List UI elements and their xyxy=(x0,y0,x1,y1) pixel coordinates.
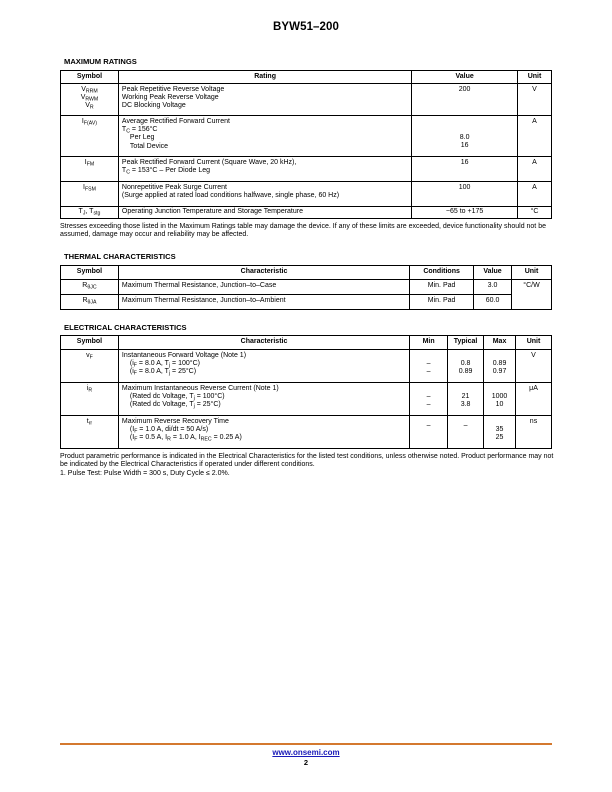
value-cell: 16 xyxy=(412,157,518,182)
rating-cell xyxy=(118,84,411,116)
table-row xyxy=(61,84,552,116)
symbol-base: V xyxy=(81,86,86,93)
column-header: Min xyxy=(410,336,448,350)
symbol-base: V xyxy=(80,94,86,102)
symbol-base: T xyxy=(89,208,94,215)
symbol-cell: $T_J$, $T_{stg}$ xyxy=(61,207,119,219)
symbol-cell xyxy=(61,416,119,449)
symbol-sub: FM xyxy=(86,161,95,168)
thermal-title: THERMAL CHARACTERISTICS xyxy=(64,252,176,261)
symbol-cell xyxy=(61,182,119,207)
rating-text: Average Rectified Forward Current xyxy=(121,118,230,125)
column-header: Symbol xyxy=(61,336,119,350)
symbol-cell xyxy=(61,295,119,310)
value-cell: 3.0 xyxy=(474,280,512,295)
min-value: – xyxy=(426,368,431,376)
condition-line: (Rated dc Voltage, $T_j = 25^\circ C$) xyxy=(129,401,221,410)
tc-label: T xyxy=(121,167,127,175)
rating-text: Per Leg xyxy=(129,134,155,142)
tc-label: T xyxy=(121,126,127,134)
symbol-cell xyxy=(61,383,119,416)
electrical-note: Product parametric performance is indicated in the Electrical Characteristics for the listed test conditions, unless otherwise noted. Product performance may not be indicated by the Electrical Characteristics if operated under different conditions. xyxy=(60,453,554,469)
rating-text: Peak Repetitive Reverse Voltage xyxy=(121,86,225,93)
characteristic-cell xyxy=(118,383,409,416)
symbol-sub: stg xyxy=(93,210,101,217)
website-link[interactable]: www.onsemi.com xyxy=(272,748,340,757)
tc-value: = 156°C xyxy=(129,126,158,134)
column-header: Typical xyxy=(448,336,484,350)
symbol-sub: R xyxy=(88,387,93,394)
symbol-sub: FSM xyxy=(84,186,96,193)
table-row xyxy=(61,157,552,182)
symbol-base: i xyxy=(86,385,89,392)
typical-value: – xyxy=(463,422,468,429)
electrical-table xyxy=(60,335,552,449)
rating-text: (Surge applied at rated load conditions halfwave, single phase, 60 Hz) xyxy=(121,192,340,200)
rating-text xyxy=(122,167,408,175)
rating-text: DC Blocking Voltage xyxy=(121,102,186,110)
symbol-base: T xyxy=(78,208,83,215)
max-value: 1000 xyxy=(491,393,508,400)
characteristic-cell xyxy=(118,350,409,383)
table-header-row xyxy=(61,71,552,84)
min-cell xyxy=(410,416,448,449)
typical-cell xyxy=(448,416,484,449)
max-value: 25 xyxy=(495,434,504,442)
rating-cell xyxy=(118,116,411,157)
symbol-sub: RRM xyxy=(85,88,98,95)
table-row xyxy=(61,350,552,383)
column-header: Symbol xyxy=(61,71,119,84)
max-value: 10 xyxy=(495,401,504,409)
rating-text: Peak Rectified Forward Current (Square Wave, 20 kHz), xyxy=(121,159,297,166)
symbol-cell xyxy=(61,350,119,383)
table-row xyxy=(61,295,552,310)
condition-line: ($i_F = 8.0$ A, $T_j = 25^\circ C$) xyxy=(129,368,197,377)
unit-cell: A xyxy=(518,157,552,182)
symbol-cell xyxy=(61,84,119,116)
symbol-cell xyxy=(61,280,119,295)
tc-sub: C xyxy=(126,128,130,135)
max-cell xyxy=(484,416,516,449)
column-header: Max xyxy=(484,336,516,350)
typical-cell xyxy=(448,383,484,416)
value-text: 8.0 xyxy=(459,134,470,141)
max-cell xyxy=(484,350,516,383)
value-cell: 200 xyxy=(412,84,518,116)
symbol-sub: θJA xyxy=(87,299,97,306)
typical-cell xyxy=(448,350,484,383)
table-row xyxy=(61,383,552,416)
column-header: Unit xyxy=(516,336,552,350)
typical-value: 3.8 xyxy=(460,401,471,409)
column-header: Unit xyxy=(512,266,552,280)
typical-value: 0.89 xyxy=(458,368,473,376)
characteristic-cell xyxy=(118,416,409,449)
rating-text: Working Peak Reverse Voltage xyxy=(121,94,219,102)
condition-line: (Rated dc Voltage, $T_j = 100^\circ C$) xyxy=(129,393,225,402)
unit-cell: °C/W xyxy=(512,280,552,310)
value-cell: −65 to +175 xyxy=(412,207,518,219)
document-title: BYW51–200 xyxy=(272,21,340,33)
max-ratings-title: MAXIMUM RATINGS xyxy=(64,57,137,66)
table-row xyxy=(61,207,552,219)
electrical-title: ELECTRICAL CHARACTERISTICS xyxy=(64,323,187,332)
table-header-row xyxy=(61,336,552,350)
characteristic-title: Instantaneous Forward Voltage (Note 1) xyxy=(121,352,247,359)
column-header: Characteristic xyxy=(118,336,409,350)
table-row xyxy=(61,182,552,207)
rating-text: Total Device xyxy=(129,142,169,150)
min-value: – xyxy=(426,360,431,367)
typical-value: 21 xyxy=(461,393,470,400)
min-value: – xyxy=(426,422,431,429)
value-cell: 100 xyxy=(412,182,518,207)
rating-cell xyxy=(118,157,411,182)
thermal-table xyxy=(60,265,552,310)
column-header: Characteristic xyxy=(118,266,409,280)
symbol-base: v xyxy=(86,352,90,359)
max-value: 0.97 xyxy=(492,368,507,376)
symbol-base: R xyxy=(82,297,88,304)
max-ratings-table xyxy=(60,70,552,219)
unit-cell: A xyxy=(518,182,552,207)
symbol-cell xyxy=(61,157,119,182)
table-row xyxy=(61,116,552,157)
characteristic-cell: Maximum Thermal Resistance, Junction–to–Ambient xyxy=(118,295,409,310)
value-cell xyxy=(412,116,518,157)
unit-cell: V xyxy=(516,350,552,383)
tc-sub: C xyxy=(126,169,130,176)
unit-cell: °C xyxy=(518,207,552,219)
symbol-sub: RWM xyxy=(85,96,99,103)
condition-line: ($i_F = 8.0$ A, $T_j = 100^\circ C$) xyxy=(129,360,200,369)
table-header-row xyxy=(61,266,552,280)
max-ratings-note: Stresses exceeding those listed in the Maximum Ratings table may damage the device. If any of these limits are exceeded, device functionality should not be assumed, damage may occur and reliability may be affected. xyxy=(60,223,546,239)
symbol-base: V xyxy=(85,102,90,110)
characteristic-cell: Maximum Thermal Resistance, Junction–to–Case xyxy=(118,280,409,295)
rating-cell xyxy=(118,182,411,207)
max-value: 35 xyxy=(495,426,504,433)
typical-value: 0.8 xyxy=(460,360,471,367)
characteristic-title: Maximum Reverse Recovery Time xyxy=(121,418,229,425)
min-value: – xyxy=(426,393,431,400)
column-header: Unit xyxy=(518,71,552,84)
column-header: Conditions xyxy=(410,266,474,280)
unit-cell: A xyxy=(518,116,552,157)
conditions-cell: Min. Pad xyxy=(410,280,474,295)
rating-cell: Operating Junction Temperature and Storage Temperature xyxy=(118,207,411,219)
column-header: Rating xyxy=(118,71,411,84)
table-row xyxy=(61,280,552,295)
unit-cell: μA xyxy=(516,383,552,416)
symbol-base: R xyxy=(82,282,88,289)
symbol-sub: rr xyxy=(88,420,93,427)
symbol-base: I xyxy=(84,159,87,166)
value-text: 16 xyxy=(460,142,469,150)
unit-cell: ns xyxy=(516,416,552,449)
symbol-base: I xyxy=(81,118,84,125)
symbol-sub: F(AV) xyxy=(83,120,98,127)
column-header: Symbol xyxy=(61,266,119,280)
symbol-base: t xyxy=(86,418,89,425)
value-cell: 60.0 xyxy=(474,295,512,310)
min-value: – xyxy=(426,401,431,409)
min-cell xyxy=(410,383,448,416)
characteristic-title: Maximum Instantaneous Reverse Current (Note 1) xyxy=(121,385,279,392)
footnote: 1. Pulse Test: Pulse Width = 300 s, Duty Cycle ≤ 2.0%. xyxy=(60,470,230,477)
condition-line: ($I_F = 0.5$ A, $I_R = 1.0$ A, $I_{REC} = 0.25$ A) xyxy=(129,434,242,443)
unit-cell: V xyxy=(518,84,552,116)
max-value: 0.89 xyxy=(492,360,507,367)
page-number: 2 xyxy=(303,758,309,767)
conditions-cell: Min. Pad xyxy=(410,295,474,310)
rating-text: Nonrepetitive Peak Surge Current xyxy=(121,184,227,191)
symbol-sub: θJC xyxy=(87,284,97,291)
footer-rule xyxy=(60,743,552,745)
column-header: Value xyxy=(412,71,518,84)
rating-text xyxy=(122,126,408,134)
symbol-sub: R xyxy=(89,104,94,111)
condition-line: ($I_F = 1.0$ A, di/dt = 50 A/s) xyxy=(129,426,209,435)
symbol-sub: F xyxy=(89,354,93,361)
min-cell xyxy=(410,350,448,383)
tc-value: = 153°C – Per Diode Leg xyxy=(129,167,210,175)
symbol-cell xyxy=(61,116,119,157)
symbol-sub: J xyxy=(82,210,86,217)
table-row xyxy=(61,416,552,449)
column-header: Value xyxy=(474,266,512,280)
symbol-base: I xyxy=(83,184,85,191)
max-cell xyxy=(484,383,516,416)
